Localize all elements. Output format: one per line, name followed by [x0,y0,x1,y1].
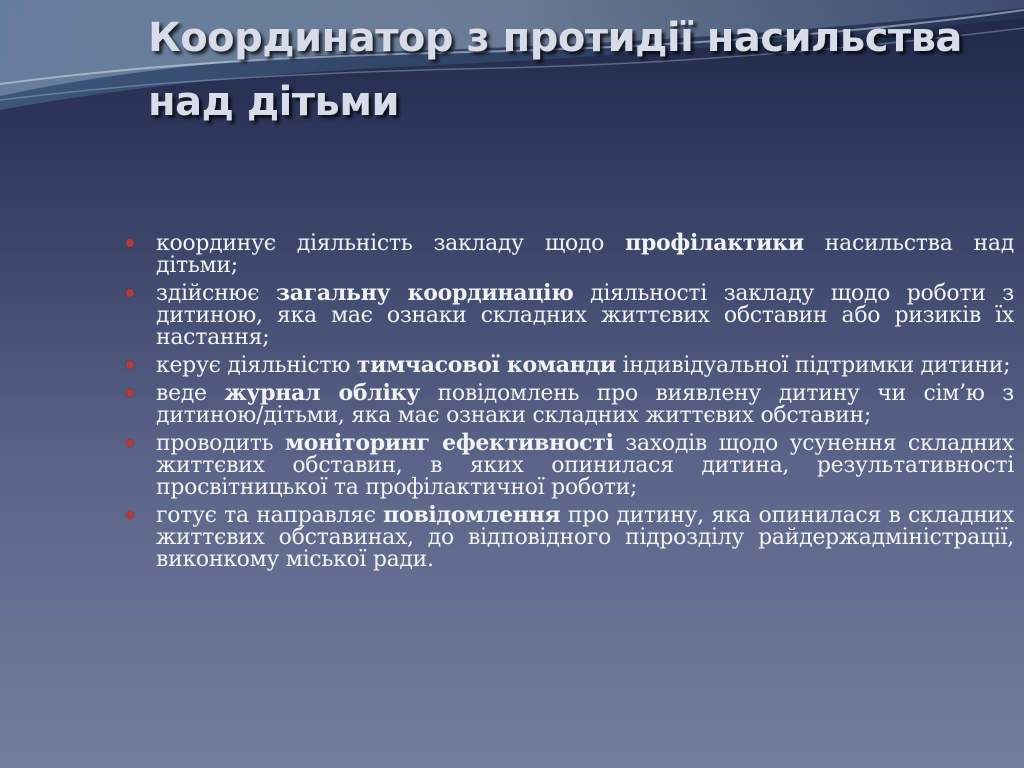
item-text-post: насильства над дітьми; [156,231,1014,278]
list-item [122,382,1014,427]
list-item [122,354,1014,377]
item-text-post: повідомлень про виявлену дитину чи сім’ю з дитиною/дітьми, яка має ознаки складних життєвих обставин; [156,381,1014,428]
item-text-pre: проводить [156,431,285,456]
item-text-pre: координує діяльність закладу щодо [156,231,626,256]
item-text-bold: повідомлення [383,502,561,528]
item-text-post: діяльності закладу щодо роботи з дитиною, яка має ознаки складних життєвих обставин або ризиків їх настання; [156,281,1014,350]
item-text-pre: керує діяльністю [156,353,357,378]
slide-title: Координатор з протидії насильства над дітьми [148,15,962,125]
item-text-post: заходів щодо усунення складних життєвих обставин, в яких опинилася дитина, результативності просвітницької та профілактичної роботи; [156,431,1014,500]
item-text-bold: журнал обліку [224,380,420,406]
bullet-dot-icon [126,361,134,369]
item-text-bold: загальну координацію [276,280,574,306]
item-text-pre: здійснює [156,281,277,306]
item-text-pre: готує та направляє [156,503,384,528]
bullet-dot-icon [126,439,134,447]
bullet-dot-icon [126,289,134,297]
item-text-bold: профілактики [625,230,804,256]
list-item [122,432,1014,499]
bullet-dot-icon [126,239,134,247]
bullet-dot-icon [126,389,134,397]
item-text-bold: тимчасової команди [356,352,616,378]
bullet-dot-icon [126,511,134,519]
bullet-list [122,232,1014,576]
item-text-pre: веде [156,381,225,406]
item-text-bold: моніторинг ефективності [284,430,614,456]
list-item [122,504,1014,571]
list-item [122,232,1014,277]
item-text-post: індивідуальної підтримки дитини; [615,353,1011,378]
item-text-post: про дитину, яка опинилася в складних життєвих обставинах, до відповідного підрозділу райдержадміністрації, виконкому міської ради. [156,503,1014,572]
list-item [122,282,1014,349]
